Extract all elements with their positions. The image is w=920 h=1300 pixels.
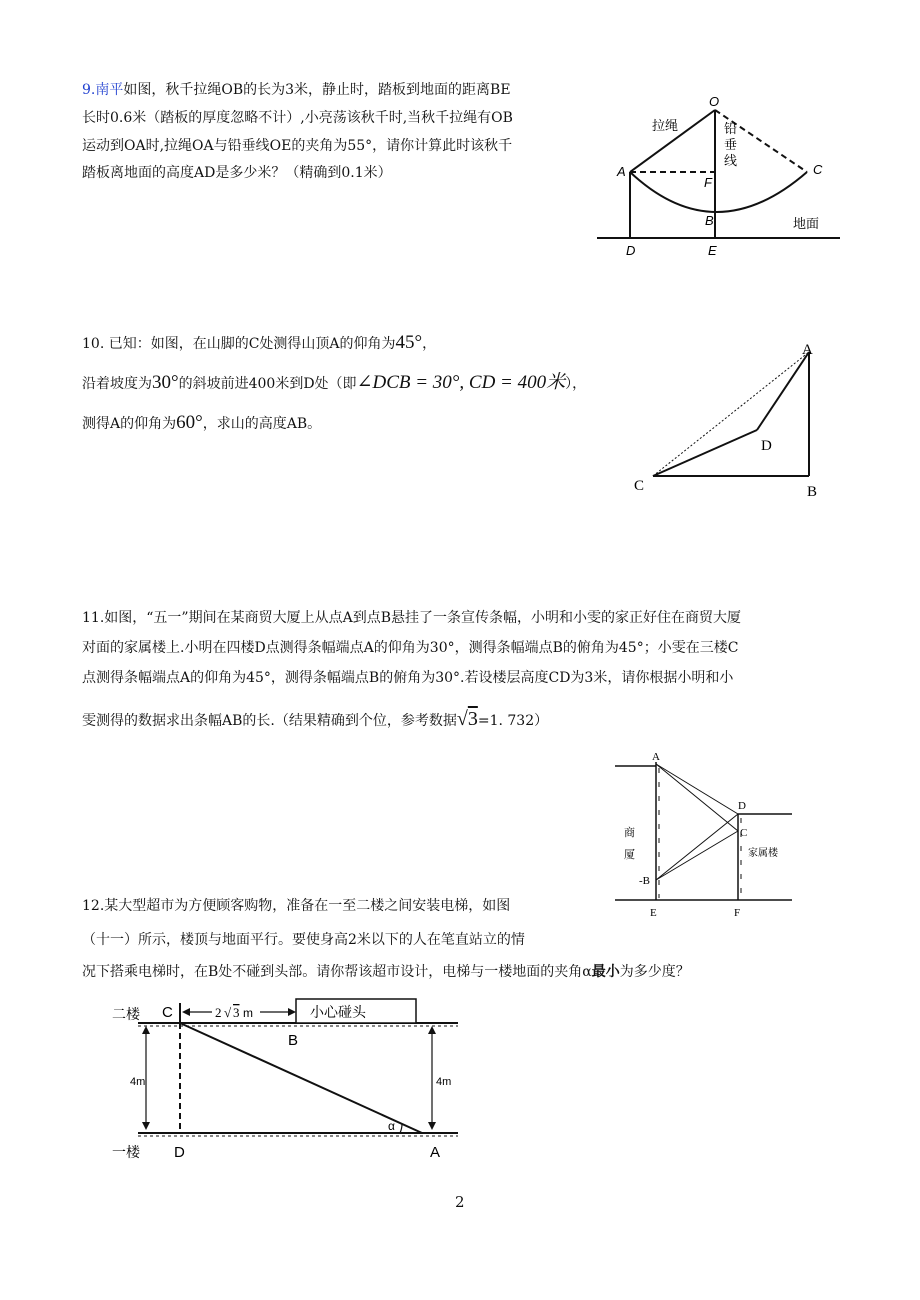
angle-30: 30° bbox=[152, 372, 179, 393]
problem-10-text-2a: 沿着坡度为 bbox=[82, 376, 152, 392]
label-o: O bbox=[709, 94, 720, 109]
label-b: -B bbox=[639, 875, 650, 887]
problem-12-line-3 bbox=[82, 962, 690, 982]
problem-9-text-1: 如图，秋千拉绳OB的长为3米，静止时，踏板到地面的距离BE bbox=[123, 82, 511, 98]
angle-60: 60° bbox=[176, 412, 203, 433]
label-c: C bbox=[634, 478, 645, 494]
label-distance-coef: 2 bbox=[215, 1005, 222, 1020]
problem-10-line-2 bbox=[82, 370, 586, 397]
problem-11-line-4 bbox=[82, 706, 548, 734]
label-mall-1: 商 bbox=[624, 827, 635, 839]
label-height-left: 4m bbox=[130, 1076, 146, 1088]
label-c: C bbox=[813, 162, 823, 177]
problem-12-text-min: 最小 bbox=[591, 964, 620, 980]
problem-10-line-3 bbox=[82, 410, 321, 437]
label-f: F bbox=[734, 907, 741, 919]
label-floor-2: 二楼 bbox=[112, 1006, 140, 1022]
problem-10-line-1 bbox=[82, 330, 436, 357]
line-ca bbox=[656, 764, 738, 831]
escalator-ca bbox=[180, 1023, 422, 1133]
label-e: E bbox=[708, 243, 717, 258]
label-b: B bbox=[288, 1032, 299, 1049]
problem-11-line-3: 点测得条幅端点A的仰角为45°，测得条幅端点B的俯角为30°.若设楼层高度CD为3米，请你根据小明和小 bbox=[82, 670, 734, 686]
label-d: D bbox=[761, 438, 772, 454]
page-number: 2 bbox=[455, 1193, 465, 1211]
mountain-diagram bbox=[625, 338, 830, 503]
problem-10-text-1a: 10. 已知：如图，在山脚的C处测得山顶A的仰角为 bbox=[82, 336, 396, 352]
label-distance-unit: m bbox=[243, 1006, 253, 1020]
swing-diagram bbox=[595, 92, 845, 262]
formula-dcb-cd: ∠DCB = 30°, CD = 400米 bbox=[356, 372, 566, 393]
problem-10-text-3b: ，求山的高度AB。 bbox=[202, 416, 322, 432]
line-da bbox=[656, 764, 738, 814]
problem-9-source: 南平 bbox=[95, 82, 124, 98]
line-db bbox=[656, 814, 738, 880]
problem-10-text-2c: ）， bbox=[565, 376, 587, 392]
problem-11-text-4b: =1. 732） bbox=[477, 713, 549, 729]
problem-9-line-3: 运动到OA时,拉绳OA与铅垂线OE的夹角为55°，请你计算此时该秋千 bbox=[82, 138, 513, 154]
segment-da bbox=[757, 352, 809, 430]
problem-9-line-2: 长时0.6米（踏板的厚度忽略不计）,小亮荡该秋千时,当秋千拉绳有OB bbox=[82, 110, 513, 126]
label-ground: 地面 bbox=[793, 216, 820, 231]
label-a: A bbox=[617, 164, 626, 179]
label-a: A bbox=[802, 342, 813, 358]
swing-arc bbox=[630, 172, 807, 212]
label-d: D bbox=[738, 800, 746, 812]
problem-12-text-3a: 况下搭乘电梯时，在B处不碰到头部。请你帮该超市设计，电梯与一楼地面的夹角α bbox=[82, 964, 592, 980]
problem-10-text-3a: 测得A的仰角为 bbox=[82, 416, 177, 432]
label-f: F bbox=[704, 175, 712, 190]
line-cb bbox=[656, 831, 738, 880]
problem-11-line-2: 对面的家属楼上.小明在四楼D点测得条幅端点A的仰角为30°，测得条幅端点B的俯角为45°；小雯在三楼C bbox=[82, 640, 739, 656]
label-b: B bbox=[705, 213, 714, 228]
label-e: E bbox=[650, 907, 657, 919]
label-distance-root: √ bbox=[224, 1005, 232, 1020]
label-rope: 拉绳 bbox=[652, 118, 679, 133]
label-dorm: 家属楼 bbox=[748, 848, 778, 859]
label-floor-1: 一楼 bbox=[112, 1144, 140, 1160]
problem-9-line-4: 踏板离地面的高度AD是多少米？（精确到0.1米） bbox=[82, 165, 392, 181]
label-height-right: 4m bbox=[436, 1076, 452, 1088]
label-c: C bbox=[162, 1004, 173, 1021]
label-d: D bbox=[626, 243, 636, 258]
sqrt-symbol: √3 bbox=[456, 708, 478, 730]
label-plumb-1: 铅 bbox=[724, 121, 738, 136]
label-mall-2: 厦 bbox=[624, 849, 635, 861]
label-alpha: α bbox=[388, 1119, 395, 1133]
segment-cd bbox=[653, 430, 757, 476]
banner-diagram bbox=[612, 748, 797, 920]
problem-9-number: 9. bbox=[82, 82, 96, 98]
angle-45: 45° bbox=[395, 332, 423, 353]
problem-9-line-1 bbox=[82, 80, 511, 100]
label-a: A bbox=[430, 1144, 441, 1161]
label-c: C bbox=[740, 827, 748, 839]
label-plumb-2: 垂 bbox=[724, 137, 738, 152]
problem-12-line-2: （十一）所示，楼顶与地面平行。要使身高2米以下的人在笔直站立的情 bbox=[82, 932, 525, 948]
label-b: B bbox=[807, 484, 818, 500]
problem-12-text-3c: 为多少度？ bbox=[619, 964, 690, 980]
problem-11-text-4a: 雯测得的数据求出条幅AB的长.（结果精确到个位，参考数据 bbox=[82, 713, 457, 729]
label-sign: 小心碰头 bbox=[310, 1004, 366, 1020]
label-d: D bbox=[174, 1144, 185, 1161]
sqrt-radicand: 3 bbox=[467, 708, 478, 730]
problem-10-text-1b: ， bbox=[422, 336, 437, 352]
escalator-diagram bbox=[110, 995, 470, 1165]
angle-arc bbox=[400, 1124, 402, 1133]
problem-11-line-1: 11.如图，“五一”期间在某商贸大厦上从点A到点B悬挂了一条宣传条幅，小明和小雯的家正好住在商贸大厦 bbox=[82, 610, 741, 626]
segment-ca bbox=[653, 352, 809, 476]
label-plumb-3: 线 bbox=[724, 153, 738, 168]
problem-10-text-2b: 的斜坡前进400米到D处（即 bbox=[178, 376, 357, 392]
problem-12-line-1: 12.某大型超市为方便顾客购物，准备在一至二楼之间安装电梯，如图 bbox=[82, 898, 511, 914]
label-a: A bbox=[652, 751, 660, 763]
label-distance-radicand: 3 bbox=[233, 1005, 240, 1020]
